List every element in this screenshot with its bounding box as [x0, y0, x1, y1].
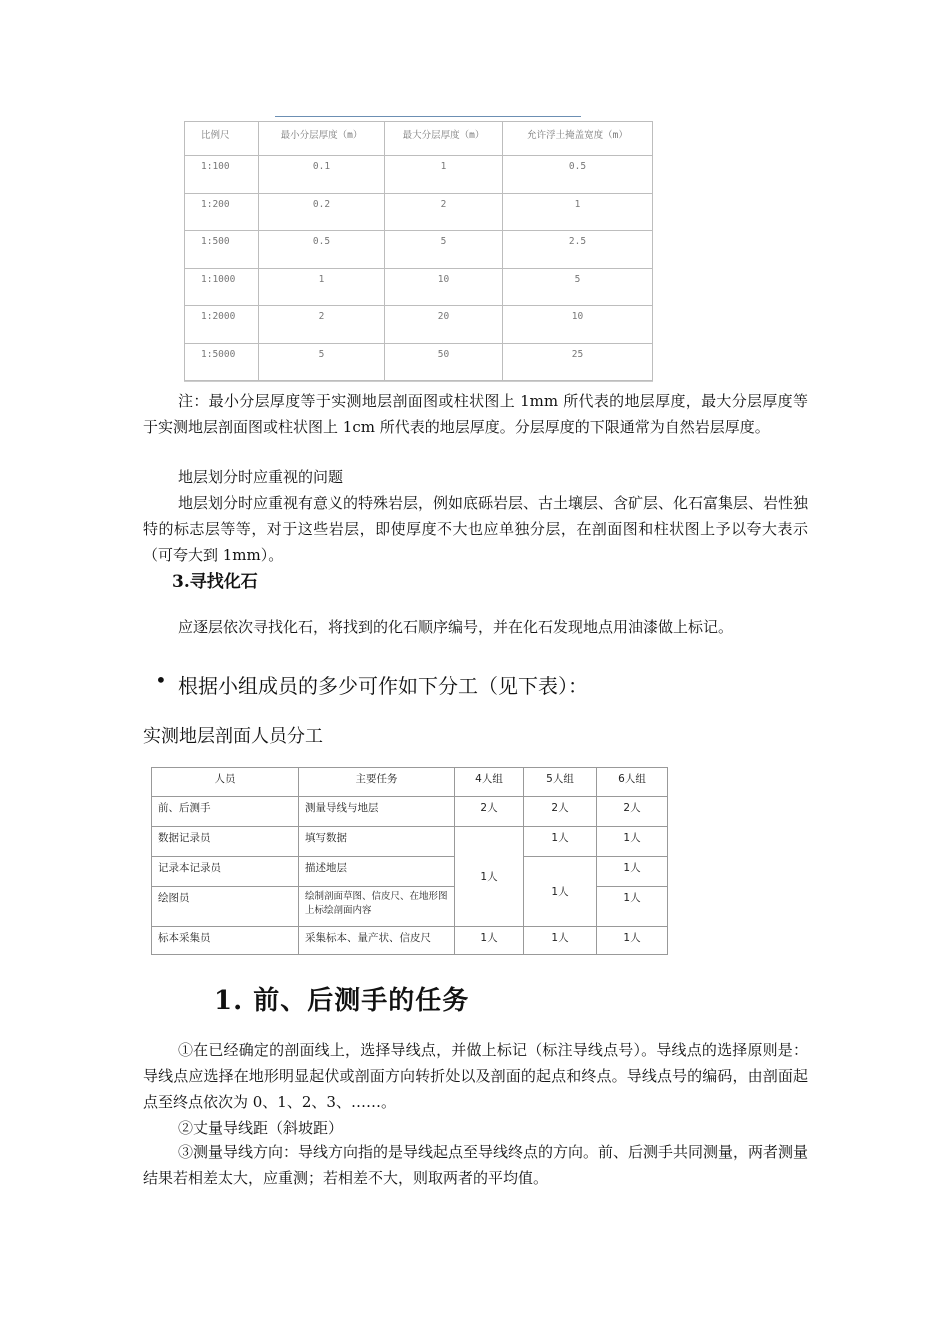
table-cell: 2人 — [597, 797, 668, 827]
table-cell: 0.5 — [503, 156, 653, 194]
table-cell: 填写数据 — [299, 827, 455, 857]
table-cell: 10 — [503, 306, 653, 344]
table-cell: 2人 — [455, 797, 524, 827]
table-row — [152, 927, 668, 955]
table-cell: 1人 — [455, 827, 524, 927]
table-cell: 2.5 — [503, 231, 653, 269]
table-cell: 1:100 — [185, 156, 259, 194]
table-cell: 1:5000 — [185, 343, 259, 381]
table-cell: 50 — [385, 343, 503, 381]
table-cell: 1 — [503, 193, 653, 231]
table-row — [185, 156, 653, 194]
table-row — [152, 827, 668, 857]
col-header: 5人组 — [524, 768, 597, 797]
table-cell: 1:1000 — [185, 268, 259, 306]
table-row — [185, 343, 653, 381]
body-paragraph: ②丈量导线距（斜坡距） — [178, 1119, 344, 1137]
bullet-icon: • — [155, 668, 167, 692]
body-paragraph: 地层划分时应重视有意义的特殊岩层，例如底砾岩层、古土壤层、含矿层、化石富集层、岩性独特的标志层等等，对于这些岩层，即使厚度不大也应单独分层，在剖面图和柱状图上予以夸大表示（可夸大到 1mm）。 — [143, 494, 809, 564]
table-cell: 1人 — [597, 927, 668, 955]
table-row — [185, 268, 653, 306]
table-cell: 5 — [503, 268, 653, 306]
table-cell: 5 — [385, 231, 503, 269]
table-cell: 绘制剖面草图、信皮尺、在地形图上标绘剖面内容 — [299, 887, 455, 927]
table-cell: 数据记录员 — [152, 827, 299, 857]
table-cell: 2 — [259, 306, 385, 344]
table-row — [185, 193, 653, 231]
table-cell: 20 — [385, 306, 503, 344]
note-paragraph: 注：最小分层厚度等于实测地层剖面图或柱状图上 1mm 所代表的地层厚度，最大分层厚度等于实测地层剖面图或柱状图上 1cm 所代表的地层厚度。分层厚度的下限通常为自然岩层厚度。 — [143, 392, 808, 436]
col-header: 最大分层厚度（m） — [385, 122, 503, 156]
table1-top-rule — [275, 116, 581, 117]
table-row — [152, 797, 668, 827]
col-header: 主要任务 — [299, 768, 455, 797]
table-cell: 0.5 — [259, 231, 385, 269]
table-row — [185, 231, 653, 269]
col-header: 比例尺 — [185, 122, 259, 156]
col-header: 允许浮土掩盖宽度（m） — [503, 122, 653, 156]
table-cell: 测量导线与地层 — [299, 797, 455, 827]
body-paragraph: ①在已经确定的剖面线上，选择导线点，并做上标记（标注导线点号）。导线点的选择原则是：导线点应选择在地形明显起伏或剖面方向转折处以及剖面的起点和终点。导线点号的编码，由剖面起点至终点依次为 0、1、2、3、……。 — [143, 1041, 808, 1111]
section-heading: 3.寻找化石 — [172, 572, 258, 592]
table-cell: 1:500 — [185, 231, 259, 269]
table-cell: 1人 — [597, 887, 668, 927]
table-cell: 2 — [385, 193, 503, 231]
table-header-row — [152, 768, 668, 797]
body-paragraph: 应逐层依次寻找化石，将找到的化石顺序编号，并在化石发现地点用油漆做上标记。 — [178, 618, 734, 636]
table-cell: 1:200 — [185, 193, 259, 231]
table-caption: 实测地层剖面人员分工 — [143, 726, 323, 747]
section-heading: 1. 前、后测手的任务 — [214, 986, 470, 1016]
table-cell: 1人 — [597, 827, 668, 857]
subheading-text: 地层划分时应重视的问题 — [178, 468, 344, 486]
table-cell: 采集标本、量产状、信皮尺 — [299, 927, 455, 955]
table-cell: 描述地层 — [299, 857, 455, 887]
table-cell: 标本采集员 — [152, 927, 299, 955]
table-cell: 25 — [503, 343, 653, 381]
col-header: 6人组 — [597, 768, 668, 797]
table-row — [152, 857, 668, 887]
body-paragraph: ③测量导线方向：导线方向指的是导线起点至导线终点的方向。前、后测手共同测量，两者测量结果若相差太大，应重测；若相差不大，则取两者的平均值。 — [143, 1143, 809, 1187]
table-cell: 2人 — [524, 797, 597, 827]
table-cell: 1:2000 — [185, 306, 259, 344]
table-header-row — [185, 122, 653, 156]
col-header: 人员 — [152, 768, 299, 797]
table-row — [185, 306, 653, 344]
table-cell: 前、后测手 — [152, 797, 299, 827]
bullet-text: 根据小组成员的多少可作如下分工（见下表）： — [178, 674, 588, 698]
table-cell: 10 — [385, 268, 503, 306]
col-header: 最小分层厚度（m） — [259, 122, 385, 156]
table-cell: 1人 — [524, 857, 597, 927]
table-cell: 1人 — [597, 857, 668, 887]
scale-thickness-table — [184, 121, 653, 381]
table-cell: 1人 — [524, 927, 597, 955]
table-cell: 1人 — [524, 827, 597, 857]
table-cell: 1 — [259, 268, 385, 306]
table-cell: 1人 — [455, 927, 524, 955]
table-cell: 0.1 — [259, 156, 385, 194]
table-cell: 5 — [259, 343, 385, 381]
table-cell: 绘图员 — [152, 887, 299, 927]
staff-division-table — [151, 767, 668, 955]
col-header: 4人组 — [455, 768, 524, 797]
table-cell: 0.2 — [259, 193, 385, 231]
table-cell: 记录本记录员 — [152, 857, 299, 887]
table-cell: 1 — [385, 156, 503, 194]
